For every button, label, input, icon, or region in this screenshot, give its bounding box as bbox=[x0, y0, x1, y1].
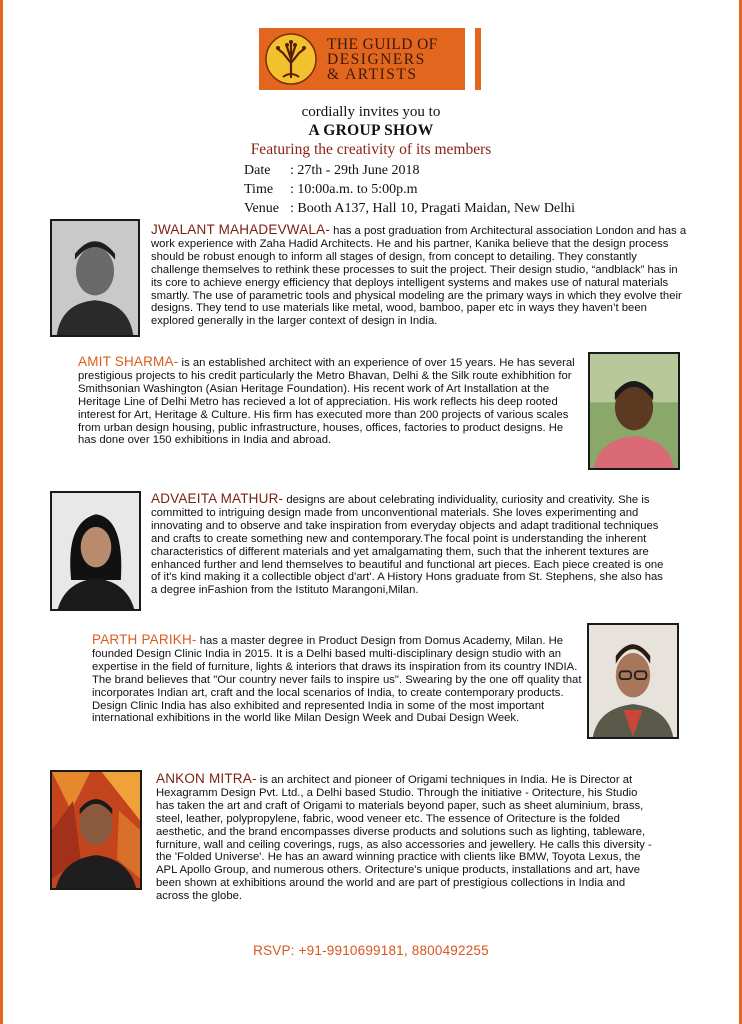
name-parth: PARTH PARIKH- bbox=[92, 632, 197, 647]
bio-text-amit: is an established architect with an experience of over 15 years. He has several prestigious projects to his credit particularly the Metro Bhavan, Delhi & the Silk route exhibhition for Smithsonian Washington (Asian Heritage Foundation). His recent work of Art Installation at the Heritage Line of Delhi Metro has recieved a lot of appreciation. His work reflects his deep rooted interest for Art, Heritage & Culture. His firm has executed more than 200 projects of various scales from urban design housing, public infrastructure, houses, offices, factories to product designs. He has done over 150 exhibitions in India and abroad. bbox=[78, 357, 575, 447]
bio-amit bbox=[78, 356, 584, 447]
show-subtitle: Featuring the creativity of its members bbox=[250, 141, 492, 158]
name-ankon: ANKON MITRA- bbox=[156, 771, 257, 786]
time-row bbox=[244, 180, 575, 199]
bio-text-ankon: is an architect and pioneer of Origami techniques in India. He is Director at Hexagramm Design Pvt. Ltd., a Delhi based Studio. Through the initiative - Oritecture, his Studio has taken the art and craft of Origami to materials beyond paper, such as sheet aluminium, brass, steel, leather, polypropylene, fabric, wood veneer etc. The essence of Oritecture is the folded aesthetic, and the brand encompasses diverse products and solutions such as lighting, tableware, furniture, wall and ceiling coverings, rugs, as also accessories and jewellery. He calls this diversity - the 'Folded Universe'. He has an award winning practice with clients like BMW, Toyota Lexus, the APL Apollo Group, and numerous others. Oritecture's unique products, installations and art, have been shown at exhibitions around the world and are part of prestigious collections in India and across the globe. bbox=[156, 774, 652, 903]
name-advaeita: ADVAEITA MATHUR- bbox=[151, 491, 284, 506]
name-jwalant: JWALANT MAHADEVWALA- bbox=[151, 222, 331, 237]
photo-amit bbox=[588, 352, 680, 470]
name-amit: AMIT SHARMA- bbox=[78, 354, 179, 369]
show-title: A GROUP SHOW bbox=[308, 122, 434, 139]
date-row bbox=[244, 161, 575, 180]
bio-text-advaeita: designs are about celebrating individuality, curiosity and creativity. She is committed to intriguing design made from unconventional materials. She loves experimenting and innovating and to observe and take inspiration from everyday objects and adapt traditional techniques and crafts to create something new and contemporary.The focal point is understanding the inherent characteristics of different materials and yet amalgamating them, such that the inherent textures are enhanced further and lend themselves to beautiful and functional art pieces. Each piece created is one of it's kind making it a collectible object d'art'. A History Hons graduate from St. Stephens, she also has a degree inFashion from the Istituto Marangoni,Milan. bbox=[151, 494, 664, 597]
photo-parth bbox=[587, 623, 679, 739]
logo-line-2: DESIGNERS bbox=[327, 50, 426, 68]
bio-text-parth: has a master degree in Product Design from Domus Academy, Milan. He founded Design Clinic India in 2015. It is a Delhi based multi-disciplinary design studio with an expertise in the field of furniture, lights & interiors that draws its inspiration from its country INDIA. The brand believes that "Our country never fails to inspire us". Swearing by the one off quality that incorporates Indian art, craft and the local scenarios of India, to create contemporary products. Design Clinic India has also exhibited and represented India in some of the most important international exhibitions in the world like Milan Design Week and Dubai Design Week. bbox=[92, 635, 582, 725]
photo-advaeita bbox=[50, 491, 141, 611]
logo-line-1: THE GUILD OF bbox=[327, 35, 438, 53]
time-label: Time bbox=[244, 182, 274, 197]
venue-value: : Booth A137, Hall 10, Pragati Maidan, New Delhi bbox=[290, 201, 576, 216]
tree-emblem-icon bbox=[265, 33, 317, 85]
logo-divider bbox=[465, 28, 475, 90]
rsvp-contact: RSVP: +91-9910699181, 8800492255 bbox=[253, 943, 489, 958]
invite-line: cordially invites you to bbox=[301, 104, 441, 120]
event-details bbox=[244, 161, 575, 218]
photo-jwalant bbox=[50, 219, 140, 337]
bio-text-jwalant: has a post graduation from Architectural association London and has a work experience with Zaha Hadid Architects. He and his partner, Kanika believe that the design process should be robust enough to inform all stages of design, from concept to detailing. They constantly challenge themselves to rethink these processes to suit the project. Their design studio, “andblack” has in its core to achieve energy efficiency that deploys intelligent systems and makes use of natural materials smartly. The use of parametric tools and physical modeling are the primary ways in which they evolve their designs. They tend to use materials like metal, wood, bamboo, paper etc in ways they haven’t been explored generally in the larger context of design in India. bbox=[151, 225, 687, 328]
photo-ankon bbox=[50, 770, 142, 890]
date-value: : 27th - 29th June 2018 bbox=[290, 163, 420, 178]
date-label: Date bbox=[244, 163, 271, 178]
logo-wordmark bbox=[327, 37, 438, 82]
venue-label: Venue bbox=[244, 201, 279, 216]
bio-advaeita bbox=[151, 493, 671, 597]
guild-logo bbox=[259, 28, 481, 90]
venue-row bbox=[244, 199, 575, 218]
time-value: : 10:00a.m. to 5:00p.m bbox=[290, 182, 418, 197]
bio-ankon bbox=[156, 773, 652, 903]
bio-jwalant bbox=[151, 224, 687, 328]
bio-parth bbox=[92, 634, 582, 725]
logo-line-3: & ARTISTS bbox=[327, 65, 418, 83]
